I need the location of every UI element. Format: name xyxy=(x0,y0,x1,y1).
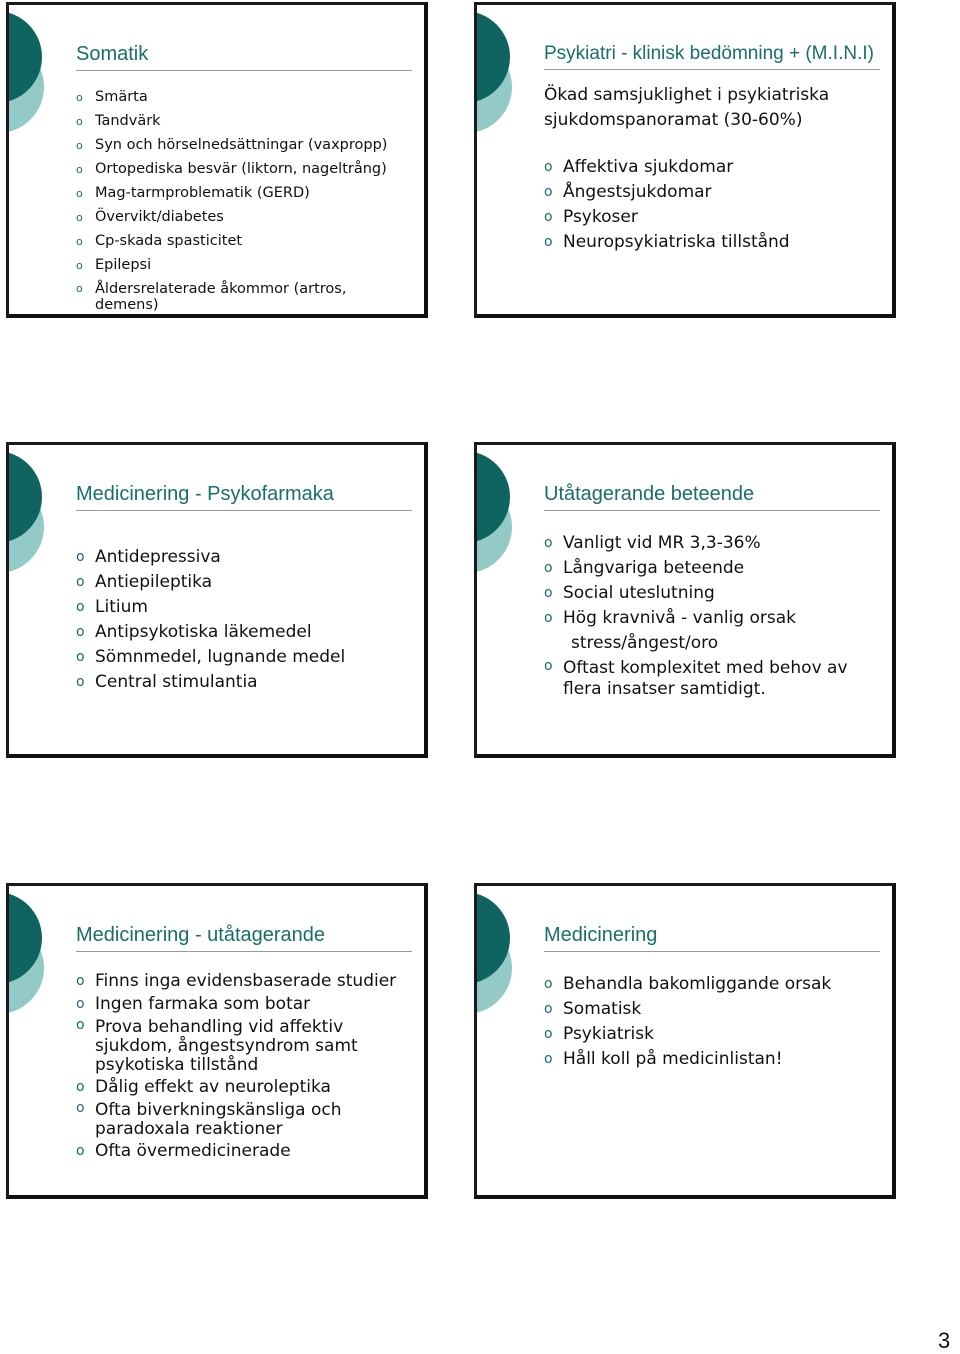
bullet-icon: o xyxy=(76,163,83,176)
list-item: o Dålig effekt av neuroleptika xyxy=(76,1077,331,1097)
slide-title: Psykiatri - klinisk bedömning + (M.I.N.I) xyxy=(544,43,880,70)
bullet-icon: o xyxy=(76,624,85,640)
list-item: o Ingen farmaka som botar xyxy=(76,994,311,1014)
list-item: o Håll koll på medicinlistan! xyxy=(544,1047,889,1072)
list-item: o Syn och hörselnedsättningar (vaxpropp) xyxy=(76,133,406,157)
bullet-icon: o xyxy=(544,1051,553,1067)
bullet-icon: o xyxy=(76,282,83,295)
list-item: o Antiepileptika xyxy=(76,570,416,595)
bullet-icon: o xyxy=(76,1143,85,1159)
list-item: o Affektiva sjukdomar xyxy=(544,155,884,180)
bullet-icon: o xyxy=(544,184,553,200)
bullet-icon: o xyxy=(544,585,553,601)
bullet-icon: o xyxy=(76,1079,85,1095)
slide-title: Medicinering - utåtagerande xyxy=(76,924,412,952)
bullet-icon: o xyxy=(76,259,83,272)
slide-corner-decoration xyxy=(474,442,544,632)
list-item: o Smärta xyxy=(76,85,406,109)
list-item: o Övervikt/diabetes xyxy=(76,205,406,229)
list-item: o Tandvärk xyxy=(76,109,406,133)
bullet-list xyxy=(544,972,889,1072)
slide-title: Somatik xyxy=(76,43,412,71)
bullet-icon: o xyxy=(76,115,83,128)
slide-corner-decoration xyxy=(6,2,76,192)
list-item: o Sömnmedel, lugnande medel xyxy=(76,645,416,670)
slide-corner-decoration xyxy=(474,883,544,1073)
slide-somatik xyxy=(6,2,428,318)
slide-corner-decoration xyxy=(474,2,544,192)
bullet-icon: o xyxy=(544,658,553,674)
list-item: o Antidepressiva xyxy=(76,545,416,570)
bullet-icon: o xyxy=(544,159,553,175)
bullet-icon: o xyxy=(76,996,85,1012)
bullet-icon: o xyxy=(76,674,85,690)
slide-medicinering xyxy=(474,883,896,1199)
list-item: o Åldersrelaterade åkommor (artros, demens) xyxy=(76,281,347,313)
slide-psykofarmaka xyxy=(6,442,428,758)
list-item: o Mag-tarmproblematik (GERD) xyxy=(76,181,406,205)
bullet-icon: o xyxy=(544,1001,553,1017)
bullet-icon: o xyxy=(76,1100,85,1116)
list-item: o Neuropsykiatriska tillstånd xyxy=(544,230,884,255)
bullet-icon: o xyxy=(76,235,83,248)
bullet-icon: o xyxy=(76,649,85,665)
bullet-icon: o xyxy=(76,211,83,224)
list-item: o Behandla bakomliggande orsak xyxy=(544,972,889,997)
slide-title: Medicinering xyxy=(544,924,880,952)
list-item: o Vanligt vid MR 3,3-36% xyxy=(544,531,889,556)
bullet-icon: o xyxy=(76,599,85,615)
list-item: o Ortopediska besvär (liktorn, nageltrång) xyxy=(76,157,406,181)
bullet-icon: o xyxy=(544,209,553,225)
list-item: o Långvariga beteende xyxy=(544,556,889,581)
page-number: 3 xyxy=(938,1328,951,1353)
list-item: o Prova behandling vid affektiv sjukdom, ångestsyndrom samt psykotiska tillstånd xyxy=(76,1017,358,1075)
bullet-icon: o xyxy=(544,535,553,551)
bullet-icon: o xyxy=(76,1017,85,1033)
bullet-icon: o xyxy=(76,973,85,989)
list-item: o Litium xyxy=(76,595,416,620)
list-item: o Antipsykotiska läkemedel xyxy=(76,620,416,645)
bullet-list xyxy=(544,155,884,255)
slide-title: Medicinering - Psykofarmaka xyxy=(76,483,412,511)
bullet-icon: o xyxy=(544,560,553,576)
bullet-list xyxy=(76,85,406,313)
list-item: o Social uteslutning xyxy=(544,581,889,606)
slide-corner-decoration xyxy=(6,883,76,1073)
list-item: o Ofta biverkningskänsliga och paradoxala reaktioner xyxy=(76,1100,342,1139)
list-item: o Cp-skada spasticitet xyxy=(76,229,406,253)
bullet-icon: o xyxy=(544,234,553,250)
bullet-icon: o xyxy=(76,139,83,152)
list-item: o Psykiatrisk xyxy=(544,1022,889,1047)
bullet-list xyxy=(76,970,421,1163)
list-item: o Central stimulantia xyxy=(76,670,416,695)
list-item: o Hög kravnivå - vanlig orsak xyxy=(544,606,889,631)
slide-corner-decoration xyxy=(6,442,76,632)
list-item: o Ofta övermedicinerade xyxy=(76,1141,291,1161)
bullet-list xyxy=(76,545,416,695)
bullet-icon: o xyxy=(544,976,553,992)
bullet-icon: o xyxy=(76,91,83,104)
bullet-icon: o xyxy=(76,574,85,590)
list-item: o Oftast komplexitet med behov av flera insatser samtidigt. xyxy=(544,658,848,699)
list-item: o Finns inga evidensbaserade studier xyxy=(76,971,397,991)
list-item: o Epilepsi xyxy=(76,253,406,277)
bullet-list xyxy=(544,531,889,700)
bullet-icon: o xyxy=(544,610,553,626)
slide-medicinering-utatagerande xyxy=(6,883,428,1199)
list-item: o Psykoser xyxy=(544,205,884,230)
list-item: o Somatisk xyxy=(544,997,889,1022)
slide-utatagerande-beteende xyxy=(474,442,896,758)
slide-psykiatri xyxy=(474,2,896,318)
list-item-continuation: stress/ångest/oro xyxy=(571,633,719,653)
list-item: o Ångestsjukdomar xyxy=(544,180,884,205)
bullet-icon: o xyxy=(76,187,83,200)
slide-intro-text: Ökad samsjuklighet i psykiatriska sjukdomspanoramat (30-60%) xyxy=(544,85,830,130)
bullet-icon: o xyxy=(544,1026,553,1042)
bullet-icon: o xyxy=(76,549,85,565)
slide-title: Utåtagerande beteende xyxy=(544,483,880,511)
